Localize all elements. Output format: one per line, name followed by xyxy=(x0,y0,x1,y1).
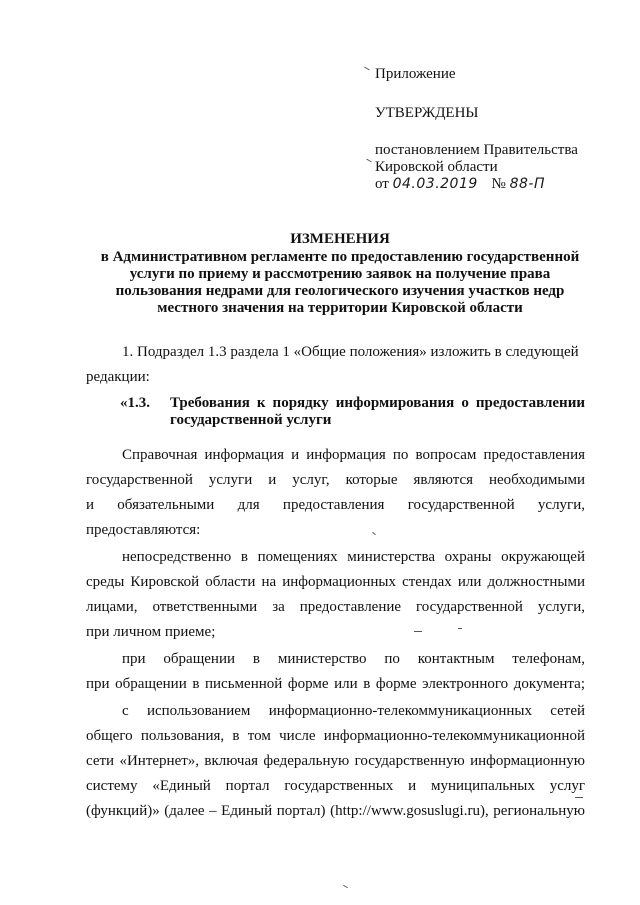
title-line-4: местного значения на территории Кировской области xyxy=(157,300,523,316)
p4-line-3: сети «Интернет», включая федеральную государственную информационную xyxy=(86,753,585,769)
decree-line-1: постановлением Правительства xyxy=(375,142,578,158)
title-line-1: в Административном регламенте по предоставлению государственной xyxy=(100,249,580,265)
title-line-2: услуги по приему и рассмотрению заявок на получение права xyxy=(129,266,551,282)
scan-mark xyxy=(414,631,422,632)
p1-line-3: и обязательными для предоставления государственной услуги, xyxy=(86,497,585,513)
p4-line-5: (функций)» (далее – Единый портал) (http://www.gosuslugi.ru), региональную xyxy=(86,803,585,819)
p2-line-1: непосредственно в помещениях министерства охраны окружающей xyxy=(122,549,585,565)
decree-date-line xyxy=(375,175,545,193)
section-title-line-1: Требования к порядку информирования о предоставлении xyxy=(170,395,585,411)
handwritten-number: 88-П xyxy=(509,176,545,192)
scan-mark xyxy=(458,628,462,629)
p2-line-4: при личном приеме; xyxy=(86,624,216,640)
scan-mark xyxy=(364,67,370,71)
p2-line-3: лицами, ответственными за предоставление государственной услуги, xyxy=(86,599,585,615)
p1-line-2: государственной услуги и услуг, которые являются необходимыми xyxy=(86,472,585,488)
number-prefix: № xyxy=(491,176,506,192)
p3-line-1: при обращении в министерство по контактным телефонам, xyxy=(122,651,585,667)
p1-line-1: Справочная информация и информация по вопросам предоставления xyxy=(122,447,585,463)
title-line-3: пользования недрами для геологического изучения участков недр xyxy=(115,283,565,299)
item-1-line-2: редакции: xyxy=(86,369,150,385)
p4-line-1: с использованием информационно-телекоммуникационных сетей xyxy=(122,703,585,719)
approved-label: УТВЕРЖДЕНЫ xyxy=(375,105,479,121)
p4-line-4: систему «Единый портал государственных и муниципальных услуг xyxy=(86,778,585,794)
section-title-line-2: государственной услуги xyxy=(170,412,332,428)
section-number: «1.3. xyxy=(120,395,150,411)
scan-mark xyxy=(366,159,372,163)
scan-mark xyxy=(372,532,376,535)
handwritten-date: 04.03.2019 xyxy=(392,176,478,192)
scan-mark xyxy=(575,797,583,798)
date-prefix: от xyxy=(375,176,389,192)
document-title: ИЗМЕНЕНИЯ xyxy=(290,231,390,247)
scan-mark xyxy=(343,885,348,888)
appendix-label: Приложение xyxy=(375,66,456,82)
p4-line-2: общего пользования, в том числе информационно-телекоммуникационной xyxy=(86,728,585,744)
p3-line-2: при обращении в письменной форме или в форме электронного документа; xyxy=(86,676,585,692)
item-1-line-1: 1. Подраздел 1.3 раздела 1 «Общие положения» изложить в следующей xyxy=(122,344,579,360)
decree-line-2: Кировской области xyxy=(375,159,498,175)
p1-line-4: предоставляются: xyxy=(86,522,201,538)
p2-line-2: среды Кировской области на информационных стендах или должностными xyxy=(86,574,585,590)
